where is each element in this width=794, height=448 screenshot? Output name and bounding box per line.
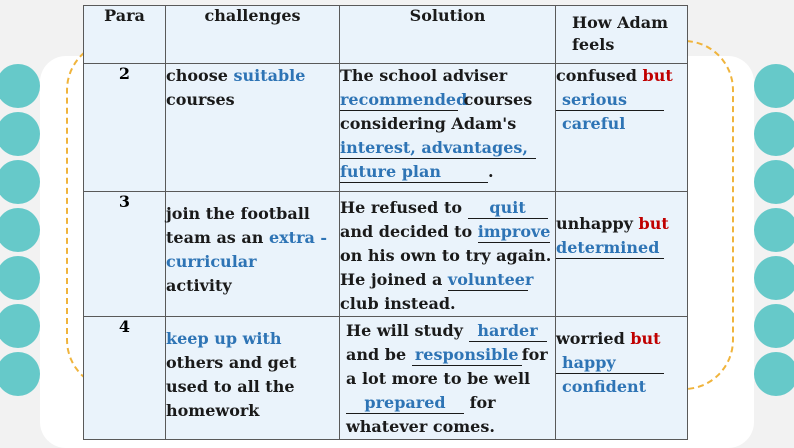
para-number: 4 <box>84 317 166 440</box>
answer-blank: interest, advantages, <box>340 138 536 159</box>
header-feels: How Adam feels <box>556 6 688 64</box>
feeling-cell: confused but serious careful <box>556 64 688 192</box>
answer-blank: quit <box>468 198 548 219</box>
feeling-cell: worried but happy confident <box>556 317 688 440</box>
key-phrase: extra -curricular <box>166 228 328 271</box>
para-number: 3 <box>84 192 166 317</box>
answer-blank: responsible <box>412 345 522 366</box>
challenge-cell: choose suitable courses <box>166 64 340 192</box>
feeling-cell: unhappy but determined <box>556 192 688 317</box>
answer-blank: improve <box>477 222 551 241</box>
table-row <box>84 64 688 192</box>
key-phrase: keep up with <box>166 329 282 348</box>
answer-text: careful <box>562 114 626 133</box>
answer-blank: determined <box>556 238 664 259</box>
table-row <box>84 192 688 317</box>
answer-blank: recommended <box>340 90 468 109</box>
solution-cell: He will study harder and be responsible for a lot more to be well prepared for whatever comes. <box>340 317 556 440</box>
solution-cell: He refused to quit and decided to improve on his own to try again. He joined a volunteer club instead. <box>340 192 556 317</box>
answer-blank: harder <box>469 321 547 342</box>
header-para: Para <box>84 6 166 64</box>
left-scallop-decoration <box>0 64 40 394</box>
answer-blank: volunteer <box>447 270 534 289</box>
table-row <box>84 317 688 440</box>
answer-blank: future plan <box>340 162 488 183</box>
challenge-cell: join the football team as an extra -curricular activity <box>166 192 340 317</box>
header-solution: Solution <box>340 6 556 64</box>
solution-cell: The school adviser recommended courses considering Adam's interest, advantages, future plan . <box>340 64 556 192</box>
right-scallop-decoration <box>754 64 794 394</box>
header-challenges: challenges <box>166 6 340 64</box>
answer-blank: happy <box>556 353 664 374</box>
header-row <box>84 6 688 64</box>
para-number: 2 <box>84 64 166 192</box>
challenge-cell: keep up with others and get used to all the homework <box>166 317 340 440</box>
key-phrase: suitable <box>233 66 306 85</box>
answer-blank: prepared <box>346 393 464 414</box>
answer-text: confident <box>562 377 647 396</box>
summary-table <box>83 5 688 440</box>
answer-blank: serious <box>556 90 664 111</box>
